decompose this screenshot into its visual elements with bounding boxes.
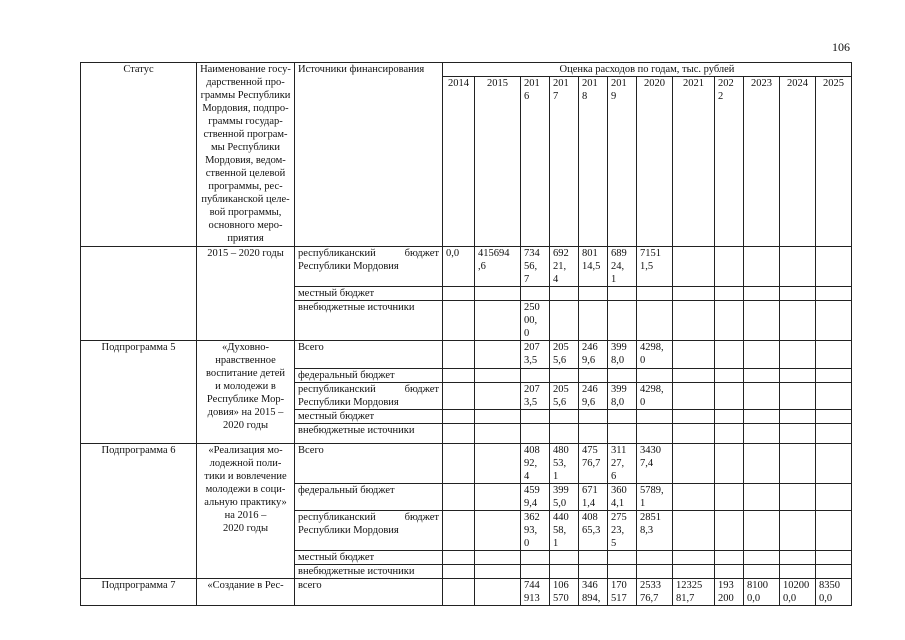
year-header-2016: 201 6 — [521, 77, 550, 247]
value-cell — [715, 410, 744, 424]
value-cell — [744, 369, 780, 383]
value-cell — [673, 424, 715, 444]
source-cell: республиканский бюджет Республики Мордовия — [295, 383, 443, 410]
source-cell: внебюджетные источники — [295, 565, 443, 579]
year-header-2025: 2025 — [816, 77, 852, 247]
value-cell — [608, 369, 637, 383]
value-cell: 7151 1,5 — [637, 247, 673, 287]
value-cell — [608, 287, 637, 301]
source-cell: федеральный бюджет — [295, 484, 443, 511]
value-cell: 0,0 — [443, 247, 475, 287]
source-cell: местный бюджет — [295, 551, 443, 565]
value-cell: 4298, 0 — [637, 383, 673, 410]
value-cell — [744, 424, 780, 444]
value-cell — [816, 424, 852, 444]
value-cell — [744, 383, 780, 410]
source-cell: Всего — [295, 444, 443, 484]
value-cell: 689 24, 1 — [608, 247, 637, 287]
value-cell — [637, 551, 673, 565]
value-cell — [579, 565, 608, 579]
value-cell — [715, 287, 744, 301]
value-cell: 475 76,7 — [579, 444, 608, 484]
value-cell — [744, 551, 780, 565]
value-cell: 2851 8,3 — [637, 511, 673, 551]
value-cell — [673, 484, 715, 511]
value-cell — [673, 383, 715, 410]
program-name-cell: «Реализация мо- лодежной поли- тики и вовлечение молодежи в соци- альную практику» на 2016 – 2020 годы — [197, 444, 295, 579]
value-cell — [744, 247, 780, 287]
value-cell — [673, 444, 715, 484]
value-cell — [816, 383, 852, 410]
value-cell — [521, 551, 550, 565]
value-cell — [637, 565, 673, 579]
value-cell: 311 27, 6 — [608, 444, 637, 484]
value-cell: 205 5,6 — [550, 383, 579, 410]
value-cell: 408 65,3 — [579, 511, 608, 551]
value-cell — [550, 369, 579, 383]
value-cell: 3430 7,4 — [637, 444, 673, 484]
value-cell: 8350 0,0 — [816, 579, 852, 606]
value-cell: 207 3,5 — [521, 383, 550, 410]
source-cell: внебюджетные источники — [295, 301, 443, 341]
year-header-2023: 2023 — [744, 77, 780, 247]
value-cell — [608, 424, 637, 444]
value-cell — [715, 444, 744, 484]
value-cell — [521, 410, 550, 424]
value-cell — [475, 410, 521, 424]
value-cell: 275 23, 5 — [608, 511, 637, 551]
year-header-2018: 201 8 — [579, 77, 608, 247]
value-cell — [673, 247, 715, 287]
year-header-2017: 201 7 — [550, 77, 579, 247]
value-cell: 360 4,1 — [608, 484, 637, 511]
value-cell — [780, 247, 816, 287]
value-cell — [443, 383, 475, 410]
value-cell — [715, 301, 744, 341]
value-cell: 250 00, 0 — [521, 301, 550, 341]
value-cell: 480 53, 1 — [550, 444, 579, 484]
value-cell — [780, 551, 816, 565]
value-cell — [673, 511, 715, 551]
value-cell — [579, 551, 608, 565]
value-cell — [475, 551, 521, 565]
value-cell: 12325 81,7 — [673, 579, 715, 606]
program-name-cell: «Духовно- нравственное воспитание детей и молодежи в Республике Мор- довия» на 2015 – 2020 годы — [197, 341, 295, 444]
value-cell — [475, 579, 521, 606]
value-cell — [715, 369, 744, 383]
value-cell — [550, 565, 579, 579]
value-cell — [816, 287, 852, 301]
value-cell — [579, 301, 608, 341]
value-cell — [443, 565, 475, 579]
value-cell — [744, 484, 780, 511]
year-header-2020: 2020 — [637, 77, 673, 247]
value-cell — [637, 301, 673, 341]
status-header: Статус — [81, 63, 197, 247]
year-header-2022: 202 2 — [715, 77, 744, 247]
value-cell — [744, 444, 780, 484]
value-cell — [475, 484, 521, 511]
value-cell — [475, 444, 521, 484]
value-cell — [443, 287, 475, 301]
value-cell — [579, 424, 608, 444]
value-cell — [816, 369, 852, 383]
value-cell — [744, 511, 780, 551]
value-cell: 205 5,6 — [550, 341, 579, 369]
year-header-2021: 2021 — [673, 77, 715, 247]
value-cell — [673, 551, 715, 565]
value-cell — [673, 301, 715, 341]
year-header-2014: 2014 — [443, 77, 475, 247]
value-cell — [608, 551, 637, 565]
value-cell — [780, 484, 816, 511]
year-header-2015: 2015 — [475, 77, 521, 247]
value-cell — [443, 301, 475, 341]
value-cell — [715, 424, 744, 444]
value-cell: 671 1,4 — [579, 484, 608, 511]
value-cell — [816, 551, 852, 565]
value-cell — [780, 565, 816, 579]
value-cell — [780, 287, 816, 301]
value-cell — [521, 369, 550, 383]
status-cell: Подпрограмма 6 — [81, 444, 197, 579]
value-cell — [579, 287, 608, 301]
value-cell — [521, 287, 550, 301]
value-cell — [816, 484, 852, 511]
year-header-2019: 201 9 — [608, 77, 637, 247]
value-cell — [816, 410, 852, 424]
source-cell: внебюджетные источники — [295, 424, 443, 444]
value-cell — [780, 410, 816, 424]
value-cell: 415694 ,6 — [475, 247, 521, 287]
value-cell — [673, 410, 715, 424]
value-cell: 362 93, 0 — [521, 511, 550, 551]
value-cell — [443, 341, 475, 369]
value-cell — [550, 287, 579, 301]
source-cell: Всего — [295, 341, 443, 369]
name-header: Наименование госу- дарственной про- граммы Республики Мордовия, подпро- граммы государ- ственной програм- мы Республики Мордовия, ведом- ственной целевой программы, рес- публиканской целе- вой программы, основного меро- приятия — [197, 63, 295, 247]
value-cell — [673, 565, 715, 579]
value-cell — [608, 565, 637, 579]
value-cell — [521, 424, 550, 444]
value-cell: 440 58, 1 — [550, 511, 579, 551]
value-cell: 399 8,0 — [608, 341, 637, 369]
value-cell: 459 9,4 — [521, 484, 550, 511]
value-cell — [550, 551, 579, 565]
value-cell: 346 894, — [579, 579, 608, 606]
value-cell — [780, 444, 816, 484]
value-cell: 207 3,5 — [521, 341, 550, 369]
value-cell — [780, 383, 816, 410]
value-cell — [637, 410, 673, 424]
status-cell: Подпрограмма 7 — [81, 579, 197, 606]
value-cell — [715, 247, 744, 287]
value-cell — [550, 424, 579, 444]
value-cell — [744, 565, 780, 579]
value-cell — [608, 301, 637, 341]
value-cell — [443, 444, 475, 484]
value-cell — [550, 301, 579, 341]
value-cell — [443, 369, 475, 383]
value-cell — [475, 301, 521, 341]
value-cell — [816, 444, 852, 484]
year-header-2024: 2024 — [780, 77, 816, 247]
value-cell — [816, 247, 852, 287]
source-cell: республиканский бюджет Республики Мордовия — [295, 247, 443, 287]
value-cell: 399 8,0 — [608, 383, 637, 410]
value-cell: 2533 76,7 — [637, 579, 673, 606]
value-cell — [744, 341, 780, 369]
value-cell — [475, 383, 521, 410]
value-cell — [744, 410, 780, 424]
value-cell — [816, 511, 852, 551]
value-cell — [816, 565, 852, 579]
source-cell: местный бюджет — [295, 410, 443, 424]
value-cell — [579, 369, 608, 383]
value-cell — [816, 301, 852, 341]
value-cell — [579, 410, 608, 424]
value-cell — [780, 341, 816, 369]
value-cell — [475, 424, 521, 444]
value-cell: 10200 0,0 — [780, 579, 816, 606]
value-cell — [637, 424, 673, 444]
value-cell — [443, 484, 475, 511]
value-cell — [475, 369, 521, 383]
value-cell — [673, 341, 715, 369]
value-cell — [715, 383, 744, 410]
status-cell: Подпрограмма 5 — [81, 341, 197, 444]
value-cell — [637, 287, 673, 301]
program-name-cell: 2015 – 2020 годы — [197, 247, 295, 341]
value-cell: 170 517 — [608, 579, 637, 606]
value-cell — [715, 565, 744, 579]
value-cell: 408 92, 4 — [521, 444, 550, 484]
sources-header: Источники финансирования — [295, 63, 443, 247]
source-cell: местный бюджет — [295, 287, 443, 301]
value-cell — [521, 565, 550, 579]
value-cell — [715, 551, 744, 565]
value-cell — [550, 410, 579, 424]
value-cell: 8100 0,0 — [744, 579, 780, 606]
source-cell: республиканский бюджет Республики Мордовия — [295, 511, 443, 551]
value-cell — [443, 511, 475, 551]
value-cell — [673, 287, 715, 301]
value-cell — [715, 341, 744, 369]
value-cell — [475, 341, 521, 369]
value-cell — [443, 551, 475, 565]
value-cell: 692 21, 4 — [550, 247, 579, 287]
value-cell — [744, 287, 780, 301]
source-cell: всего — [295, 579, 443, 606]
value-cell — [443, 424, 475, 444]
program-name-cell: «Создание в Рес- — [197, 579, 295, 606]
value-cell: 399 5,0 — [550, 484, 579, 511]
expenditure-table — [80, 62, 852, 606]
value-cell: 5789, 1 — [637, 484, 673, 511]
value-cell — [715, 484, 744, 511]
value-cell — [673, 369, 715, 383]
value-cell: 246 9,6 — [579, 383, 608, 410]
estimate-header: Оценка расходов по годам, тыс. рублей — [443, 63, 852, 77]
value-cell — [816, 341, 852, 369]
value-cell: 801 14,5 — [579, 247, 608, 287]
value-cell: 193 200 — [715, 579, 744, 606]
value-cell — [608, 410, 637, 424]
value-cell — [780, 511, 816, 551]
status-cell — [81, 247, 197, 341]
value-cell: 4298, 0 — [637, 341, 673, 369]
value-cell — [715, 511, 744, 551]
value-cell — [443, 410, 475, 424]
value-cell: 734 56, 7 — [521, 247, 550, 287]
value-cell — [475, 287, 521, 301]
page-number: 106 — [832, 40, 850, 54]
value-cell: 106 570 — [550, 579, 579, 606]
value-cell — [780, 424, 816, 444]
value-cell — [637, 369, 673, 383]
value-cell — [780, 301, 816, 341]
value-cell — [780, 369, 816, 383]
value-cell: 744 913 — [521, 579, 550, 606]
value-cell — [475, 565, 521, 579]
value-cell — [443, 579, 475, 606]
value-cell — [475, 511, 521, 551]
value-cell: 246 9,6 — [579, 341, 608, 369]
value-cell — [744, 301, 780, 341]
source-cell: федеральный бюджет — [295, 369, 443, 383]
